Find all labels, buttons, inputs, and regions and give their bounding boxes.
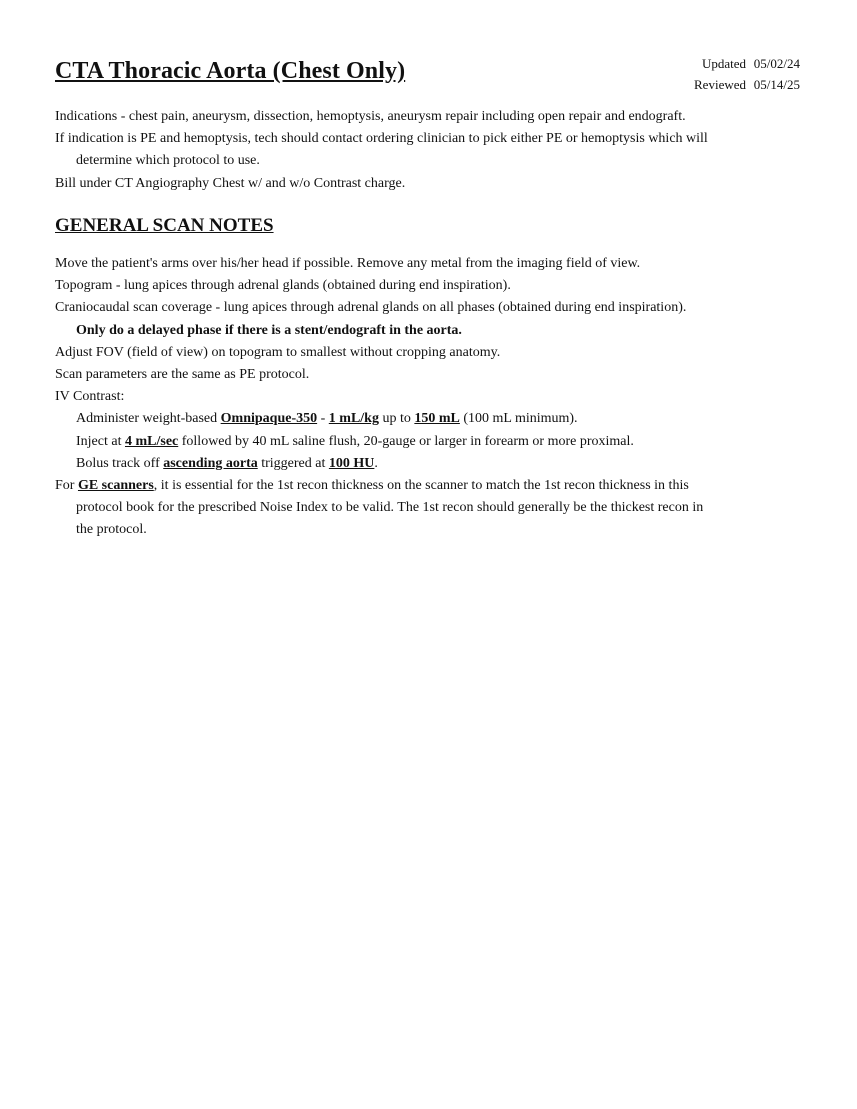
coverage-note: Craniocaudal scan coverage - lung apices through adrenal glands on all phases (obtained during end inspiration). <box>55 300 687 316</box>
inject-line <box>55 431 795 453</box>
ge-line1-rest: , it is essential for the 1st recon thickness on the scanner to match the 1st recon thickness in this <box>153 478 689 494</box>
pe-note-line-1: If indication is PE and hemoptysis, tech should contact ordering clinician to pick either PE or hemoptysis which will <box>55 131 708 147</box>
updated-row <box>640 53 800 74</box>
administer-prefix: Administer weight-based <box>76 411 221 427</box>
pe-note-line-2: determine which protocol to use. <box>76 153 260 169</box>
inject-suffix: followed by 40 mL saline flush, 20-gauge or larger in forearm or more proximal. <box>178 433 634 449</box>
topogram-note: Topogram - lung apices through adrenal glands (obtained during end inspiration). <box>55 278 511 294</box>
updated-date: 05/02/24 <box>753 56 800 71</box>
bolus-mid: triggered at <box>257 455 329 471</box>
ge-scanners-line-1 <box>55 475 795 497</box>
fov-note: Adjust FOV (field of view) on topogram to smallest without cropping anatomy. <box>55 344 501 360</box>
scan-params-note: Scan parameters are the same as PE protocol. <box>55 367 310 383</box>
reviewed-row <box>640 74 800 95</box>
ge-scanners-line-3: the protocol. <box>76 522 147 538</box>
revision-dates <box>640 53 800 95</box>
inject-prefix: Inject at <box>76 433 125 449</box>
intro-section <box>55 106 795 195</box>
iv-contrast-label: IV Contrast: <box>55 389 125 405</box>
administer-sep: - <box>317 411 329 427</box>
contrast-max: 150 mL <box>414 411 460 427</box>
general-scan-notes-heading: GENERAL SCAN NOTES <box>55 215 274 236</box>
ge-scanners: GE scanners <box>77 478 154 494</box>
reviewed-date: 05/14/25 <box>753 77 800 92</box>
contrast-agent: Omnipaque-350 <box>220 411 318 427</box>
arms-note: Move the patient's arms over his/her head if possible. Remove any metal from the imaging field of view. <box>55 256 641 271</box>
general-scan-notes <box>55 253 795 542</box>
contrast-dose: 1 mL/kg <box>328 411 379 427</box>
administer-line <box>55 408 795 430</box>
bolus-threshold: 100 HU <box>328 455 375 471</box>
delayed-phase-note: Only do a delayed phase if there is a stent/endograft in the aorta. <box>76 322 462 338</box>
reviewed-label: Reviewed <box>694 77 746 92</box>
administer-suffix: (100 mL minimum). <box>459 411 578 427</box>
updated-label: Updated <box>701 56 746 71</box>
bolus-line <box>55 453 795 475</box>
inject-rate: 4 mL/sec <box>124 433 179 449</box>
billing-line: Bill under CT Angiography Chest w/ and w/o Contrast charge. <box>55 175 406 191</box>
page-title: CTA Thoracic Aorta (Chest Only) <box>55 58 406 84</box>
bolus-location: ascending aorta <box>163 455 258 471</box>
indications-line: Indications - chest pain, aneurysm, dissection, hemoptysis, aneurysm repair including open repair and endograft. <box>55 109 686 124</box>
ge-scanners-line-2: protocol book for the prescribed Noise Index to be valid. The 1st recon should generally be the thickest recon in <box>76 500 704 516</box>
bolus-suffix: . <box>374 455 378 471</box>
administer-mid: up to <box>378 411 415 427</box>
ge-prefix: For <box>55 478 78 494</box>
bolus-prefix: Bolus track off <box>76 455 164 471</box>
